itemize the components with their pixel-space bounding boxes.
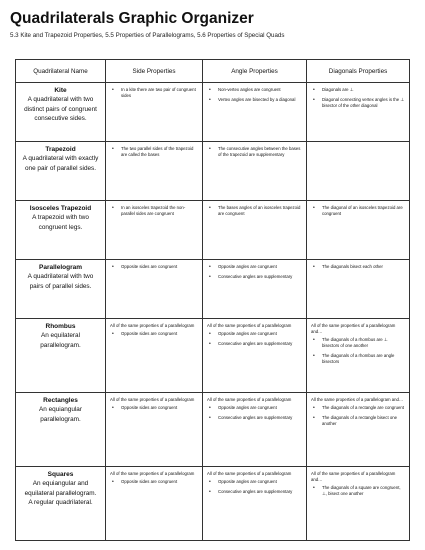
header-row	[16, 60, 410, 83]
property-item: • Non-vertex angles are congruent	[207, 87, 302, 93]
property-item: • The consecutive angles between the bases of the trapezoid are supplementary	[207, 146, 302, 158]
table-row-parallelogram	[16, 260, 410, 319]
page-subtitle: 5.3 Kite and Trapezoid Properties, 5.5 Properties of Parallelograms, 5.6 Properties of Special Quads	[10, 32, 285, 39]
table-row-squares	[16, 467, 410, 541]
organizer-table	[15, 59, 410, 541]
shape-cell	[16, 201, 106, 260]
property-item: • The two parallel sides of the trapezoid are called the bases	[110, 146, 198, 158]
diagonals-properties-cell	[307, 83, 410, 142]
shape-name: Rhombus	[45, 323, 76, 330]
property-item: • The bases angles of an isosceles trapezoid are congruent	[207, 205, 302, 217]
shape-name: Squares	[47, 471, 74, 478]
angle-properties-cell	[203, 467, 307, 541]
angle-properties-cell	[203, 201, 307, 260]
angle-properties-cell	[203, 319, 307, 393]
side-properties-cell	[106, 142, 203, 201]
shape-definition: An equiangular parallelogram.	[39, 406, 82, 423]
property-item: • Opposite sides are congruent	[110, 264, 198, 270]
table-row-rhombus	[16, 319, 410, 393]
property-item: • Opposite sides are congruent	[110, 479, 198, 485]
property-item: • The diagonal of an isosceles trapezoid are congruent	[311, 205, 405, 217]
shape-cell	[16, 467, 106, 541]
diagonals-properties-cell	[307, 319, 410, 393]
property-item: • Consecutive angles are supplementary	[207, 274, 302, 280]
property-item: • Opposite sides are congruent	[110, 405, 198, 411]
shape-cell	[16, 319, 106, 393]
diagonals-properties-cell	[307, 142, 410, 201]
side-properties-cell	[106, 83, 203, 142]
header-side-properties: Side Properties	[106, 60, 203, 83]
page-title: Quadrilaterals Graphic Organizer	[10, 10, 254, 27]
table-row-trapezoid	[16, 142, 410, 201]
property-item: • Opposite sides are congruent	[110, 331, 198, 337]
side-properties-cell	[106, 260, 203, 319]
inherited-properties-note: All of the same properties of a parallelogram	[110, 397, 195, 402]
side-properties-cell	[106, 319, 203, 393]
property-item: • Consecutive angles are supplementary	[207, 415, 302, 421]
header-angle-properties: Angle Properties	[203, 60, 307, 83]
table-row-kite	[16, 83, 410, 142]
side-properties-cell	[106, 393, 203, 467]
property-item: • Diagonals are ⊥	[311, 87, 405, 93]
property-item: • The diagonals of a rhombus are ⊥ bisectors of one another	[311, 337, 405, 349]
table-row-rectangles	[16, 393, 410, 467]
shape-definition: A quadrilateral with two distinct pairs of congruent consecutive sides.	[24, 96, 97, 122]
inherited-properties-note: All of the same properties of a parallelogram	[110, 471, 195, 476]
property-item: • Opposite angles are congruent	[207, 264, 302, 270]
property-item: • The diagonals of a rectangle are congruent	[311, 405, 405, 411]
property-item: • Opposite angles are congruent	[207, 405, 302, 411]
side-properties-cell	[106, 201, 203, 260]
angle-properties-cell	[203, 83, 307, 142]
shape-definition: An equiangular and equilateral parallelogram. A regular quadrilateral.	[24, 480, 97, 506]
header-diagonals-properties: Diagonals Properties	[307, 60, 410, 83]
inherited-properties-note: All the same properties of a parallelogram and…	[311, 397, 404, 402]
property-item: • The diagonals of a rhombus are angle bisectors	[311, 353, 405, 365]
inherited-properties-note: All of the same properties of a parallelogram	[207, 397, 292, 402]
diagonals-properties-cell	[307, 393, 410, 467]
property-item: • Opposite angles are congruent	[207, 331, 302, 337]
angle-properties-cell	[203, 142, 307, 201]
inherited-properties-note: All of the same properties of a parallelogram	[207, 323, 292, 328]
property-item: • Consecutive angles are supplementary	[207, 489, 302, 495]
diagonals-properties-cell	[307, 260, 410, 319]
shape-name: Parallelogram	[39, 264, 82, 271]
shape-name: Kite	[54, 87, 67, 94]
property-item: • In a kite there are two pair of congruent sides	[110, 87, 198, 99]
property-item: • In an isosceles trapezoid the non-parallel sides are congruent	[110, 205, 198, 217]
property-item: • The diagonals of a rectangle bisect one another	[311, 415, 405, 427]
inherited-properties-note: All of the same properties of a parallelogram	[110, 323, 195, 328]
shape-definition: A quadrilateral with exactly one pair of parallel sides.	[22, 155, 99, 172]
shape-cell	[16, 393, 106, 467]
property-item: • Consecutive angles are supplementary	[207, 341, 302, 347]
table-row-isosceles-trapezoid	[16, 201, 410, 260]
inherited-properties-note: All of the same properties of a parallelogram and…	[311, 323, 396, 334]
inherited-properties-note: All of the same properties of a parallelogram	[207, 471, 292, 476]
shape-cell	[16, 83, 106, 142]
shape-name: Rectangles	[43, 397, 78, 404]
shape-definition: A trapezoid with two congruent legs.	[32, 214, 89, 231]
shape-cell	[16, 260, 106, 319]
shape-name: Trapezoid	[45, 146, 76, 153]
property-item: • The diagonals bisect each other	[311, 264, 405, 270]
shape-name: Isosceles Trapezoid	[29, 205, 92, 212]
shape-definition: A quadrilateral with two pairs of parallel sides.	[27, 273, 94, 290]
shape-definition: An equilateral parallelogram.	[40, 332, 81, 349]
angle-properties-cell	[203, 260, 307, 319]
diagonals-properties-cell	[307, 201, 410, 260]
property-item: • Diagonal connecting vertex angles is the ⊥ bisector of the other diagonal	[311, 97, 405, 109]
header-quadrilateral-name: Quadrilateral Name	[16, 60, 106, 83]
property-item: • Vertex angles are bisected by a diagonal	[207, 97, 302, 103]
diagonals-properties-cell	[307, 467, 410, 541]
angle-properties-cell	[203, 393, 307, 467]
property-item: • Opposite angles are congruent	[207, 479, 302, 485]
property-item: • The diagonals of a square are congruent, ⊥, bisect one another	[311, 485, 405, 497]
inherited-properties-note: All of the same properties of a parallelogram and…	[311, 471, 396, 482]
side-properties-cell	[106, 467, 203, 541]
shape-cell	[16, 142, 106, 201]
